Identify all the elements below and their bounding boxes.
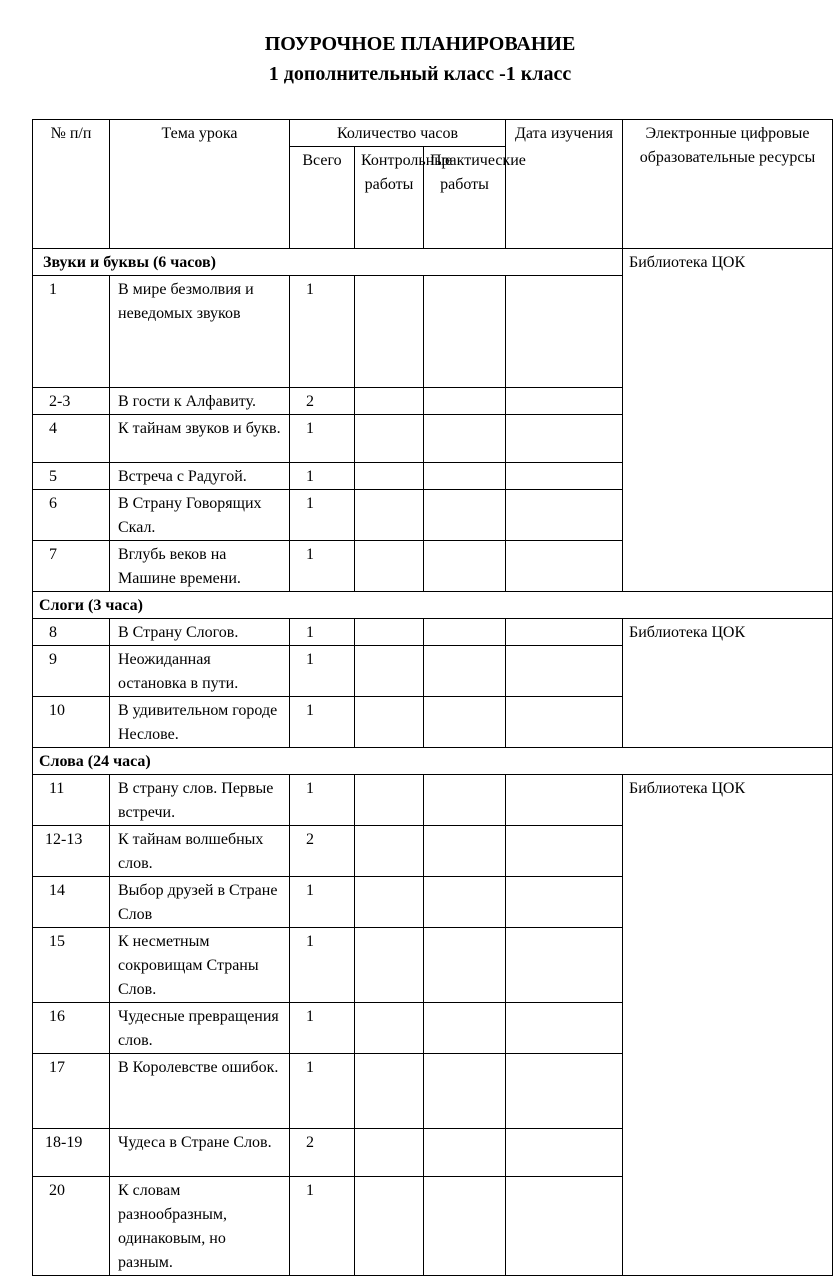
row-control-hours bbox=[355, 415, 424, 463]
row-total-hours: 1 bbox=[290, 928, 355, 1003]
row-total-hours: 1 bbox=[290, 646, 355, 697]
row-date bbox=[506, 463, 623, 490]
header-row bbox=[33, 120, 833, 147]
row-total-hours: 1 bbox=[290, 877, 355, 928]
lesson-plan-table bbox=[32, 119, 833, 1276]
table-row bbox=[33, 619, 833, 646]
row-total-hours: 2 bbox=[290, 388, 355, 415]
row-control-hours bbox=[355, 775, 424, 826]
header-total: Всего bbox=[290, 147, 355, 249]
row-date bbox=[506, 619, 623, 646]
row-topic: В Страну Слогов. bbox=[110, 619, 290, 646]
section-row bbox=[33, 748, 833, 775]
row-total-hours: 1 bbox=[290, 775, 355, 826]
row-control-hours bbox=[355, 619, 424, 646]
row-date bbox=[506, 826, 623, 877]
row-control-hours bbox=[355, 1177, 424, 1276]
row-number: 16 bbox=[33, 1003, 110, 1054]
row-total-hours: 1 bbox=[290, 490, 355, 541]
row-topic: К тайнам звуков и букв. bbox=[110, 415, 290, 463]
header-hours: Количество часов bbox=[290, 120, 506, 147]
section-row bbox=[33, 249, 833, 276]
row-number: 20 bbox=[33, 1177, 110, 1276]
row-practical-hours bbox=[424, 928, 506, 1003]
row-practical-hours bbox=[424, 826, 506, 877]
row-total-hours: 1 bbox=[290, 1054, 355, 1129]
row-total-hours: 1 bbox=[290, 415, 355, 463]
section-row bbox=[33, 592, 833, 619]
row-date bbox=[506, 646, 623, 697]
section-title: Слова (24 часа) bbox=[33, 748, 833, 775]
row-date bbox=[506, 775, 623, 826]
row-date bbox=[506, 1054, 623, 1129]
row-practical-hours bbox=[424, 490, 506, 541]
row-practical-hours bbox=[424, 646, 506, 697]
row-practical-hours bbox=[424, 1003, 506, 1054]
row-topic: К тайнам волшебных слов. bbox=[110, 826, 290, 877]
row-topic: Выбор друзей в Стране Слов bbox=[110, 877, 290, 928]
resource-cell: Библиотека ЦОК bbox=[623, 619, 833, 748]
row-control-hours bbox=[355, 388, 424, 415]
header-control: Контрольные работы bbox=[355, 147, 424, 249]
row-number: 1 bbox=[33, 276, 110, 388]
row-control-hours bbox=[355, 877, 424, 928]
row-total-hours: 1 bbox=[290, 1003, 355, 1054]
row-practical-hours bbox=[424, 276, 506, 388]
row-topic: В удивительном городе Неслове. bbox=[110, 697, 290, 748]
row-date bbox=[506, 541, 623, 592]
row-practical-hours bbox=[424, 1177, 506, 1276]
row-control-hours bbox=[355, 1054, 424, 1129]
page-title: ПОУРОЧНОЕ ПЛАНИРОВАНИЕ bbox=[264, 33, 576, 55]
row-total-hours: 1 bbox=[290, 463, 355, 490]
row-number: 8 bbox=[33, 619, 110, 646]
row-date bbox=[506, 928, 623, 1003]
row-number: 4 bbox=[33, 415, 110, 463]
row-practical-hours bbox=[424, 1054, 506, 1129]
row-total-hours: 1 bbox=[290, 697, 355, 748]
row-control-hours bbox=[355, 1003, 424, 1054]
row-topic: В мире безмолвия и неведомых звуков bbox=[110, 276, 290, 388]
row-total-hours: 2 bbox=[290, 826, 355, 877]
header-num: № п/п bbox=[33, 120, 110, 249]
row-topic: В страну слов. Первые встречи. bbox=[110, 775, 290, 826]
row-practical-hours bbox=[424, 541, 506, 592]
row-control-hours bbox=[355, 826, 424, 877]
row-number: 9 bbox=[33, 646, 110, 697]
row-date bbox=[506, 697, 623, 748]
row-control-hours bbox=[355, 276, 424, 388]
header-resources: Электронные цифровые образовательные ресурсы bbox=[623, 120, 833, 249]
resource-cell: Библиотека ЦОК bbox=[623, 775, 833, 1276]
row-topic: К несметным сокровищам Страны Слов. bbox=[110, 928, 290, 1003]
row-practical-hours bbox=[424, 697, 506, 748]
row-date bbox=[506, 490, 623, 541]
row-date bbox=[506, 276, 623, 388]
section-title: Звуки и буквы (6 часов) bbox=[33, 249, 623, 276]
row-total-hours: 1 bbox=[290, 541, 355, 592]
row-practical-hours bbox=[424, 619, 506, 646]
row-topic: Чудеса в Стране Слов. bbox=[110, 1129, 290, 1177]
row-number: 14 bbox=[33, 877, 110, 928]
row-control-hours bbox=[355, 463, 424, 490]
header-practical: Практические работы bbox=[424, 147, 506, 249]
row-total-hours: 1 bbox=[290, 619, 355, 646]
row-topic: В гости к Алфавиту. bbox=[110, 388, 290, 415]
header-topic: Тема урока bbox=[110, 120, 290, 249]
row-number: 6 bbox=[33, 490, 110, 541]
row-practical-hours bbox=[424, 388, 506, 415]
row-number: 18-19 bbox=[33, 1129, 110, 1177]
row-control-hours bbox=[355, 541, 424, 592]
row-date bbox=[506, 877, 623, 928]
row-control-hours bbox=[355, 1129, 424, 1177]
row-topic: В Страну Говорящих Скал. bbox=[110, 490, 290, 541]
row-date bbox=[506, 388, 623, 415]
header-date: Дата изучения bbox=[506, 120, 623, 249]
row-number: 10 bbox=[33, 697, 110, 748]
row-practical-hours bbox=[424, 877, 506, 928]
row-practical-hours bbox=[424, 775, 506, 826]
row-number: 12-13 bbox=[33, 826, 110, 877]
row-control-hours bbox=[355, 490, 424, 541]
row-date bbox=[506, 1003, 623, 1054]
row-control-hours bbox=[355, 928, 424, 1003]
row-topic: К словам разнообразным, одинаковым, но разным. bbox=[110, 1177, 290, 1276]
page-subtitle: 1 дополнительный класс -1 класс bbox=[268, 63, 572, 85]
row-topic: Встреча с Радугой. bbox=[110, 463, 290, 490]
row-total-hours: 2 bbox=[290, 1129, 355, 1177]
row-number: 17 bbox=[33, 1054, 110, 1129]
row-control-hours bbox=[355, 646, 424, 697]
row-control-hours bbox=[355, 697, 424, 748]
table-row bbox=[33, 775, 833, 826]
row-topic: В Королевстве ошибок. bbox=[110, 1054, 290, 1129]
row-practical-hours bbox=[424, 415, 506, 463]
row-number: 15 bbox=[33, 928, 110, 1003]
row-practical-hours bbox=[424, 463, 506, 490]
row-total-hours: 1 bbox=[290, 276, 355, 388]
row-topic: Неожиданная остановка в пути. bbox=[110, 646, 290, 697]
row-practical-hours bbox=[424, 1129, 506, 1177]
section-title: Слоги (3 часа) bbox=[33, 592, 833, 619]
row-number: 11 bbox=[33, 775, 110, 826]
row-topic: Чудесные превращения слов. bbox=[110, 1003, 290, 1054]
row-date bbox=[506, 415, 623, 463]
row-number: 5 bbox=[33, 463, 110, 490]
row-number: 7 bbox=[33, 541, 110, 592]
row-total-hours: 1 bbox=[290, 1177, 355, 1276]
resource-cell: Библиотека ЦОК bbox=[623, 249, 833, 592]
row-topic: Вглубь веков на Машине времени. bbox=[110, 541, 290, 592]
row-number: 2-3 bbox=[33, 388, 110, 415]
row-date bbox=[506, 1177, 623, 1276]
row-date bbox=[506, 1129, 623, 1177]
